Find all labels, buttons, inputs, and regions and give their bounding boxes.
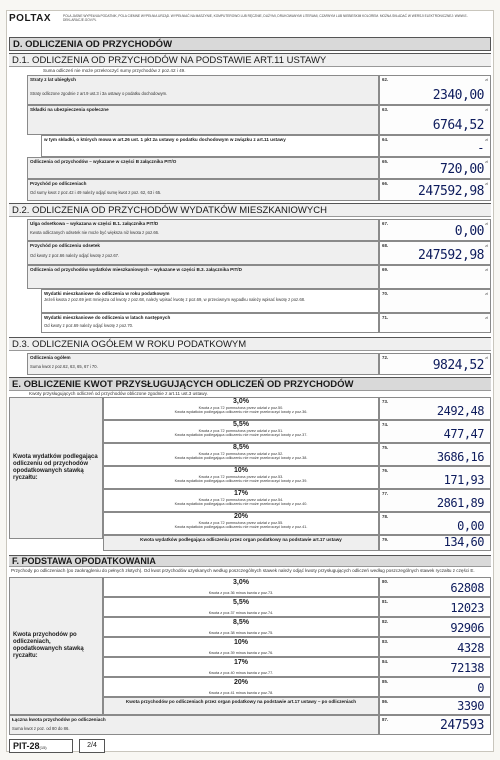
field-value: 171,93 (443, 473, 484, 487)
field-number: 73. (382, 399, 389, 404)
field-value: 0 (477, 681, 484, 695)
field-number: 84. (382, 659, 389, 664)
field-number: 81. (382, 599, 389, 604)
rate-note: Kwota z poz.39 minus kwota z poz.76. (208, 651, 274, 655)
unit-label: zł (485, 291, 488, 296)
field-value: 247592,98 (418, 248, 484, 263)
section-f-note: Przychody po odliczeniach (po zaokrągleniu do pełnych złotych). Od kwot przychodów uzyskanych według poszczególnych stawek należy odjąć kwoty przysługujących odliczeń według poszczególnych stawek ryczałtu z części E. (11, 568, 475, 573)
rate-label: 5,5% (233, 421, 249, 428)
d1-row-social-detail (41, 135, 379, 157)
rate-note: Kwota z poz.72 pomnożona przez udział z poz.50. (198, 406, 284, 410)
field-69[interactable] (379, 265, 491, 289)
e-rate-row (103, 489, 379, 512)
row-label: Odliczenia ogółem (30, 355, 71, 360)
row-note: Suma kwot z poz. od 80 do 86. (12, 726, 70, 732)
section-f-title: F. PODSTAWA OPODATKOWANIA (9, 555, 491, 567)
field-value: 477,47 (443, 427, 484, 441)
rate-note: Kwota z poz.40 minus kwota z poz.77. (208, 671, 274, 675)
rate-label: 5,5% (233, 599, 249, 606)
section-e-side-label (9, 397, 103, 539)
unit-label: zł (485, 181, 488, 186)
rate-note: Kwota z poz.38 minus kwota z poz.75. (208, 631, 274, 635)
row-label: Przychód po odliczeniu odsetek (30, 243, 100, 248)
rate-note: Kwota z poz.72 pomnożona przez udział z poz.55. (198, 521, 284, 525)
row-label: w tym składki, o których mowa w art.26 ust. 1 pkt 2a ustawy o podatku dochodowym w związku z art.11 ustawy (44, 137, 286, 142)
rate-label: 8,5% (233, 619, 249, 626)
d1-row-pito (27, 157, 379, 179)
d1-row-social (27, 105, 379, 135)
rate-note: Kwota z poz.72 pomnożona przez udział z poz.51. (198, 429, 284, 433)
f-rate-row (103, 637, 379, 657)
field-value: 62808 (450, 581, 484, 595)
row-label: Ulga odsetkowa – wykazana w części B.1. załącznika PIT/D (30, 221, 159, 226)
form-code-text: PIT-28 (13, 741, 40, 751)
field-value: 247593 (440, 718, 484, 733)
form-disclaimer: POLA JASNE WYPEŁNIA PODATNIK, POLA CIEMNE WYPEŁNIA URZĄD. WYPEŁNIAĆ NA MASZYNIE, KOMPUTEROWO LUB RĘCZNIE, DUŻYMI, DRUKOWANYMI LITERAMI, CZARNYM LUB NIEBIESKIM KOLOREM. MOŻNA SKŁADAĆ W WERSJI ELEKTRONICZNEJ: WWW.E-DEKLARACJE.GOV.PL (63, 14, 468, 23)
field-number: 79. (382, 537, 389, 542)
field-number: 63. (382, 107, 389, 112)
unit-label: zł (485, 77, 488, 82)
d2-row-income-after-interest (27, 241, 379, 265)
field-value: 0,00 (454, 224, 484, 239)
field-64[interactable] (379, 135, 491, 157)
rate-note: Kwota z poz.36 minus kwota z poz.73. (208, 591, 274, 595)
rate-limit-note: Kwota wydatków podlegająca odliczeniu nie może przekroczyć kwoty z poz.41. (174, 525, 308, 530)
field-77[interactable] (379, 489, 491, 512)
section-f-side-label (9, 577, 103, 715)
field-76[interactable] (379, 466, 491, 489)
field-number: 80. (382, 579, 389, 584)
rate-limit-note: Kwota wydatków podlegająca odliczeniu nie może przekroczyć kwoty z poz.38. (174, 456, 308, 461)
rate-label: 3,0% (233, 579, 249, 586)
row-note: Suma kwot z poz.62, 63, 65, 67 i 70. (30, 364, 98, 370)
field-75[interactable] (379, 443, 491, 466)
field-70[interactable] (379, 289, 491, 313)
section-e-note: Kwoty przysługujących odliczeń od przychodów obliczone zgodnie z art.11 ust.3 ustawy. (29, 391, 208, 396)
rate-limit-note: Kwota wydatków podlegająca odliczeniu nie może przekroczyć kwoty z poz.37. (174, 433, 308, 438)
section-d-title: D. ODLICZENIA OD PRZYCHODÓW (9, 37, 491, 51)
field-63[interactable] (379, 105, 491, 135)
field-number: 70. (382, 291, 389, 296)
row-note: Od sumy kwot z poz.42 i 49 należy odjąć sumę kwot z poz. 62, 63 i 65. (30, 190, 162, 196)
field-value: 2861,89 (436, 496, 484, 510)
field-84[interactable] (379, 657, 491, 677)
e-rate-row (103, 443, 379, 466)
row-label: Łączna kwota przychodów po odliczeniach (12, 717, 106, 722)
field-value: 2492,48 (436, 404, 484, 418)
rate-label: 17% (233, 490, 248, 497)
row-note: Od kwoty z poz.66 należy odjąć kwotę z poz.67. (30, 253, 120, 259)
field-81[interactable] (379, 597, 491, 617)
unit-label: zł (485, 315, 488, 320)
field-number: 74. (382, 422, 389, 427)
field-62[interactable] (379, 75, 491, 105)
field-65[interactable] (379, 157, 491, 179)
tax-form-sheet (6, 10, 494, 752)
d2-row-interest (27, 219, 379, 241)
rate-label: 20% (233, 679, 248, 686)
field-68[interactable] (379, 241, 491, 265)
field-value: 720,00 (440, 162, 484, 177)
f-rate-row (103, 577, 379, 597)
rate-label: 10% (233, 639, 248, 646)
rate-label: 3,0% (233, 398, 249, 405)
field-number: 72. (382, 355, 389, 360)
section-d3-title: D.3. ODLICZENIA OGÓŁEM W ROKU PODATKOWYM (9, 337, 491, 351)
field-number: 87. (382, 717, 389, 722)
field-value: 9824,52 (432, 358, 484, 373)
unit-label: zł (485, 267, 488, 272)
rate-limit-note: Kwota wydatków podlegająca odliczeniu nie może przekroczyć kwoty z poz.40. (174, 502, 308, 507)
field-value: 0,00 (457, 519, 484, 533)
field-value: 4328 (457, 641, 484, 655)
field-number: 77. (382, 491, 389, 496)
row-label: Składki na ubezpieczenia społeczne (30, 107, 109, 112)
field-value: - (477, 141, 484, 155)
f-row-total (9, 715, 379, 735)
field-value: 3390 (457, 699, 484, 713)
field-80[interactable] (379, 577, 491, 597)
e-rate-row (103, 397, 379, 420)
field-number: 83. (382, 639, 389, 644)
form-code (9, 739, 73, 753)
side-label-text: Kwota wydatków podlegająca odliczeniu od przychodów opodatkowanych stawką ryczałtu: (13, 454, 98, 481)
section-e-title: E. OBLICZENIE KWOT PRZYSŁUGUJĄCYCH ODLICZEŃ OD PRZYCHODÓW (9, 377, 491, 391)
field-86[interactable] (379, 697, 491, 715)
page-number: 2/4 (79, 739, 105, 753)
d2-row-housing (27, 265, 379, 289)
field-number: 69. (382, 267, 389, 272)
field-85[interactable] (379, 677, 491, 697)
rate-note: Kwota z poz.37 minus kwota z poz.74. (208, 611, 274, 615)
field-value: 72138 (450, 661, 484, 675)
unit-label: zł (485, 221, 488, 226)
field-value: 12023 (450, 601, 484, 615)
rate-limit-note: Kwota wydatków podlegająca odliczeniu nie może przekroczyć kwoty z poz.36. (174, 410, 308, 415)
form-header (7, 11, 495, 35)
field-72[interactable] (379, 353, 491, 375)
field-value: 92906 (450, 621, 484, 635)
field-number: 71. (382, 315, 389, 320)
row-label: Kwota wydatków podlegająca odliczeniu przez organ podatkowy na podstawie art.17 ustawy (140, 537, 342, 542)
field-71[interactable] (379, 313, 491, 333)
row-note: Jeżeli kwota z poz.69 jest mniejsza od kwoty z poz.68, należy wpisać kwotę z poz.69, w przeciwnym wypadku należy wpisać kwotę z poz.68. (44, 297, 306, 303)
section-d1-note: Suma odliczeń nie może przekroczyć sumy przychodów z poz.42 i 49. (43, 68, 186, 73)
field-number: 75. (382, 445, 389, 450)
field-number: 76. (382, 468, 389, 473)
rate-label: 8,5% (233, 444, 249, 451)
field-67[interactable] (379, 219, 491, 241)
row-label: Wydatki mieszkaniowe do odliczenia w roku podatkowym (44, 291, 170, 296)
field-87[interactable] (379, 715, 491, 735)
f-rate-row (103, 617, 379, 637)
form-version: (15) (39, 745, 47, 750)
section-d2-title: D.2. ODLICZENIA OD PRZYCHODÓW WYDATKÓW MIESZKANIOWYCH (9, 203, 491, 217)
field-number: 82. (382, 619, 389, 624)
e-rate-row (103, 466, 379, 489)
d1-row-income-after (27, 179, 379, 201)
field-number: 85. (382, 679, 389, 684)
row-label: Odliczenia od przychodów – wykazane w części B załącznika PIT/O (30, 159, 177, 164)
field-73[interactable] (379, 397, 491, 420)
field-number: 78. (382, 514, 389, 519)
side-label-text: Kwota przychodów po odliczeniach, opodatkowanych stawką ryczałtu: (13, 632, 84, 659)
rate-note: Kwota z poz.72 pomnożona przez udział z poz.53. (198, 475, 284, 479)
field-number: 64. (382, 137, 389, 142)
d1-row-losses (27, 75, 379, 105)
rate-note: Kwota z poz.72 pomnożona przez udział z poz.52. (198, 452, 284, 456)
e-rate-row (103, 420, 379, 443)
field-number: 65. (382, 159, 389, 164)
unit-label: zł (485, 107, 488, 112)
d2-row-housing-next (41, 313, 379, 333)
f-rate-row (103, 677, 379, 697)
field-number: 67. (382, 221, 389, 226)
field-83[interactable] (379, 637, 491, 657)
brand-logo: POLTAX (9, 13, 52, 24)
field-82[interactable] (379, 617, 491, 637)
field-value: 134,60 (443, 535, 484, 549)
rate-label: 20% (233, 513, 248, 520)
row-label: Kwota przychodów po odliczeniach przez organ podatkowy na podstawie art.17 ustawy – po odliczeniach (125, 699, 357, 704)
e-rate-row (103, 512, 379, 535)
field-78[interactable] (379, 512, 491, 535)
row-note: Straty odliczone zgodnie z art.9 ust.3 i 3a ustawy o podatku dochodowym. (30, 91, 168, 97)
field-value: 247592,98 (418, 184, 484, 199)
section-d1-title: D.1. ODLICZENIA OD PRZYCHODÓW NA PODSTAWIE ART.11 USTAWY (9, 53, 491, 67)
field-value: 3686,16 (436, 450, 484, 464)
unit-label: zł (485, 159, 488, 164)
rate-label: 17% (233, 659, 248, 666)
row-note: Od kwoty z poz.69 należy odjąć kwotę z poz.70. (44, 323, 134, 329)
unit-label: zł (485, 243, 488, 248)
rate-note: Kwota z poz.72 pomnożona przez udział z poz.54. (198, 498, 284, 502)
row-label: Wydatki mieszkaniowe do odliczenia w latach następnych (44, 315, 171, 320)
d3-row-total (27, 353, 379, 375)
field-number: 86. (382, 699, 389, 704)
field-number: 66. (382, 181, 389, 186)
field-number: 68. (382, 243, 389, 248)
row-label: Odliczenia od przychodów wydatków mieszkaniowych – wykazane w części B.3. załącznika PIT/D (30, 267, 242, 272)
row-label: Straty z lat ubiegłych (30, 77, 76, 82)
field-number: 62. (382, 77, 389, 82)
field-79[interactable] (379, 535, 491, 551)
row-label: Przychód po odliczeniach (30, 181, 87, 186)
field-66[interactable] (379, 179, 491, 201)
rate-limit-note: Kwota wydatków podlegająca odliczeniu nie może przekroczyć kwoty z poz.39. (174, 479, 308, 484)
field-value: 2340,00 (432, 88, 484, 103)
unit-label: zł (485, 355, 488, 360)
d2-row-housing-current (41, 289, 379, 313)
rate-note: Kwota z poz.41 minus kwota z poz.78. (208, 691, 274, 695)
f-rate-row (103, 657, 379, 677)
e-row-art17 (103, 535, 379, 551)
field-74[interactable] (379, 420, 491, 443)
row-note: Kwota odliczanych odsetek nie może być większa niż kwota z poz.66. (30, 230, 160, 236)
field-value: 6764,52 (432, 118, 484, 133)
f-row-art17 (103, 697, 379, 715)
rate-label: 10% (233, 467, 248, 474)
unit-label: zł (485, 137, 488, 142)
f-rate-row (103, 597, 379, 617)
